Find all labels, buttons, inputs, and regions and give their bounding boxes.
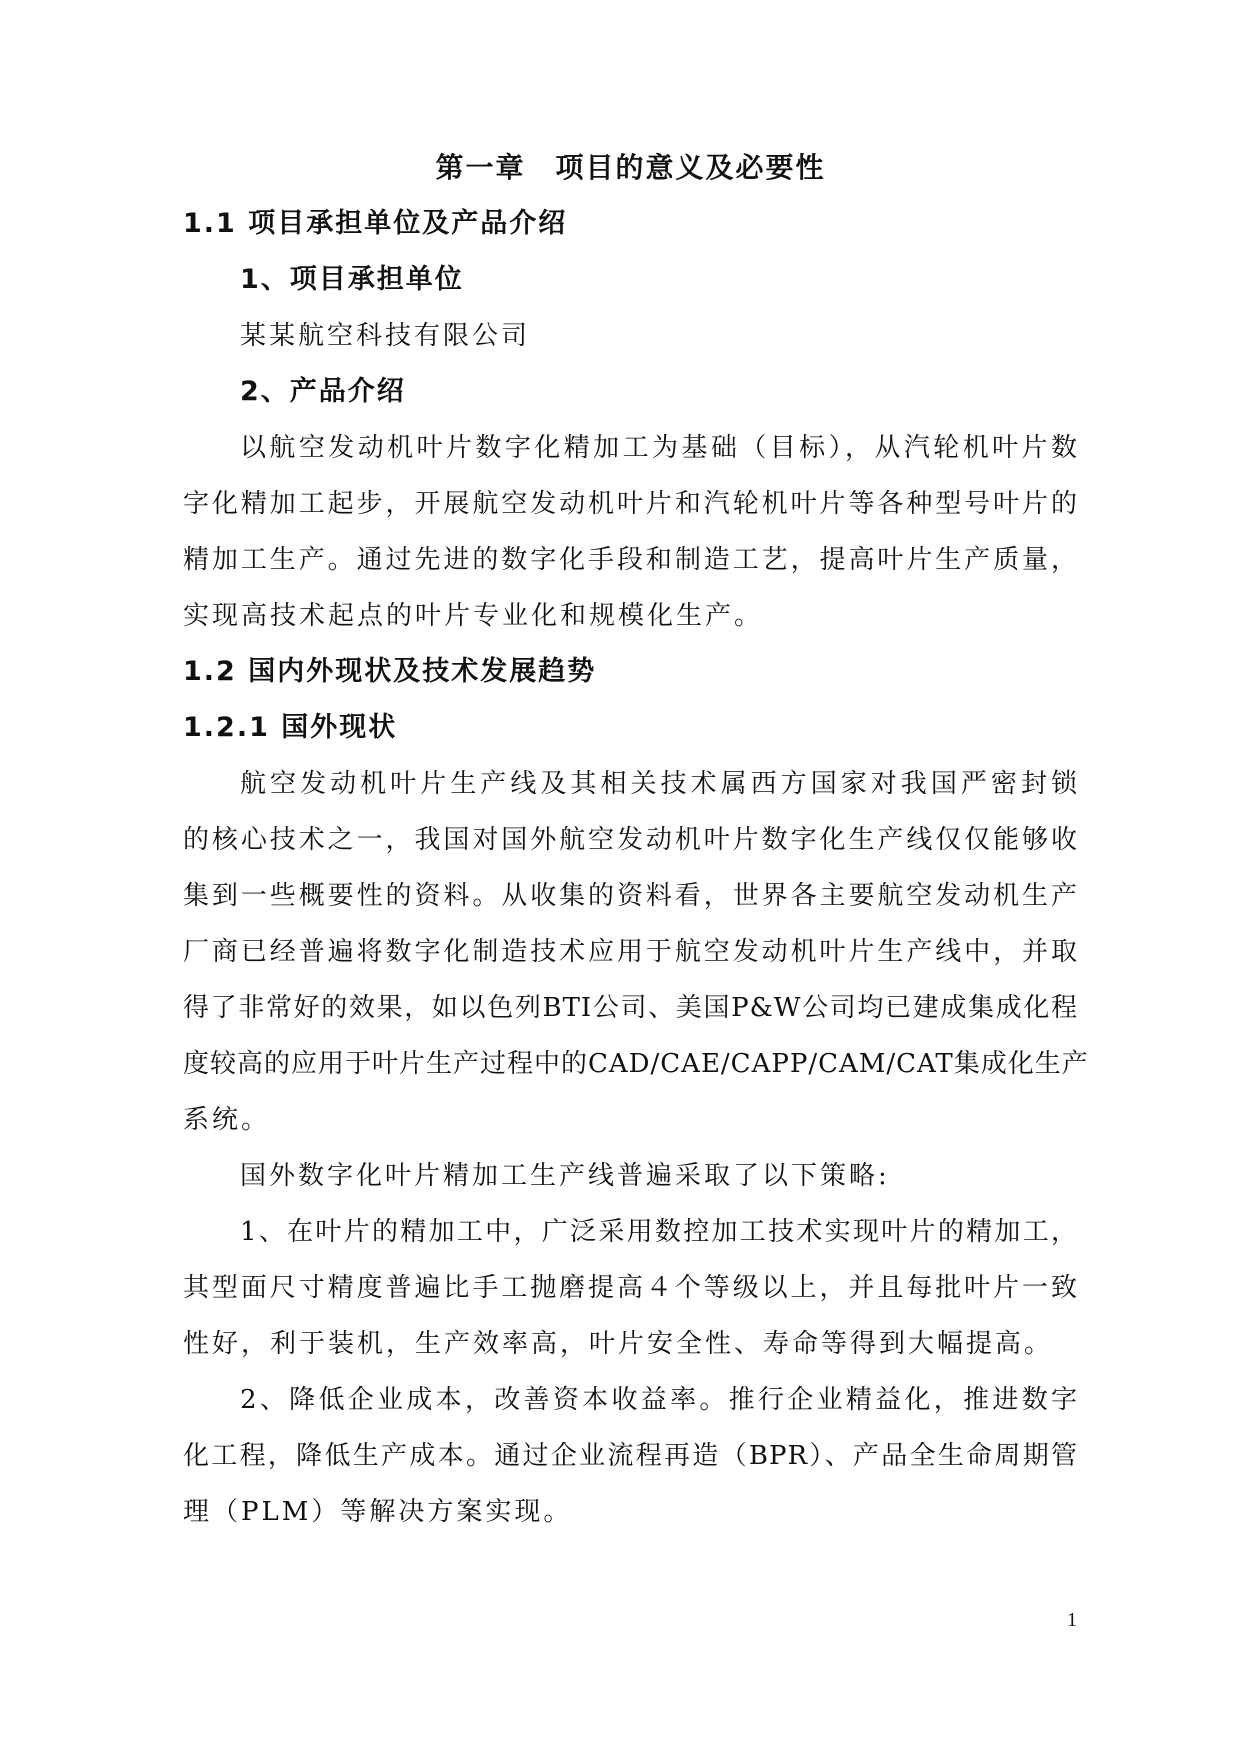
text-line: 字化精加工起步，开展航空发动机叶片和汽轮机叶片等各种型号叶片的 — [183, 489, 1078, 519]
subheading-product-intro: 2、产品介绍 — [240, 376, 406, 407]
paragraph-strategies-intro — [183, 1148, 1078, 1204]
paragraph-product-intro — [183, 420, 1078, 644]
text-line: 航空发动机叶片生产线及其相关技术属西方国家对我国严密封锁 — [240, 769, 1078, 799]
text-line: 1、在叶片的精加工中，广泛采用数控加工技术实现叶片的精加工， — [240, 1217, 1078, 1247]
paragraph-strategy-2 — [183, 1372, 1078, 1540]
text-line: 厂商已经普遍将数字化制造技术应用于航空发动机叶片生产线中，并取 — [183, 937, 1078, 967]
text-line: 理（PLM）等解决方案实现。 — [183, 1497, 573, 1527]
subheading-project-unit: 1、项目承担单位 — [240, 264, 464, 295]
text-line: 性好，利于装机，生产效率高，叶片安全性、寿命等得到大幅提高。 — [183, 1329, 1054, 1359]
text-line: 以航空发动机叶片数字化精加工为基础（目标），从汽轮机叶片数 — [240, 433, 1078, 463]
text-line: 精加工生产。通过先进的数字化手段和制造工艺，提高叶片生产质量， — [183, 545, 1078, 575]
section-heading-1-2: 1.2 国内外现状及技术发展趋势 — [183, 656, 597, 687]
text-line: 集到一些概要性的资料。从收集的资料看，世界各主要航空发动机生产 — [183, 881, 1078, 911]
paragraph-strategy-1 — [183, 1204, 1078, 1372]
document-body — [183, 140, 1089, 1540]
text-line: 化工程，降低生产成本。通过企业流程再造（BPR）、产品全生命周期管 — [183, 1441, 1078, 1471]
text-line: 其型面尺寸精度普遍比手工抛磨提高４个等级以上，并且每批叶片一致 — [183, 1273, 1078, 1303]
text-line: 2、降低企业成本，改善资本收益率。推行企业精益化，推进数字 — [240, 1385, 1078, 1415]
text-line: 的核心技术之一，我国对国外航空发动机叶片数字化生产线仅仅能够收 — [183, 825, 1078, 855]
paragraph-foreign-status — [183, 756, 1089, 1148]
chapter-title: 第一章 项目的意义及必要性 — [435, 151, 826, 184]
page-number: 1 — [1067, 1609, 1077, 1631]
text-line: 度较高的应用于叶片生产过程中的CAD/CAE/CAPP/CAM/CAT集成化生产 — [183, 1049, 1089, 1079]
section-heading-1-1: 1.1 项目承担单位及产品介绍 — [183, 208, 568, 239]
text-line: 实现高技术起点的叶片专业化和规模化生产。 — [183, 601, 764, 631]
company-name: 某某航空科技有限公司 — [240, 321, 531, 351]
text-line: 国外数字化叶片精加工生产线普遍采取了以下策略: — [240, 1161, 890, 1191]
text-line: 系统。 — [183, 1105, 271, 1135]
text-line: 得了非常好的效果，如以色列BTI公司、美国P&W公司均已建成集成化程 — [183, 993, 1078, 1023]
section-heading-1-2-1: 1.2.1 国外现状 — [183, 712, 398, 743]
